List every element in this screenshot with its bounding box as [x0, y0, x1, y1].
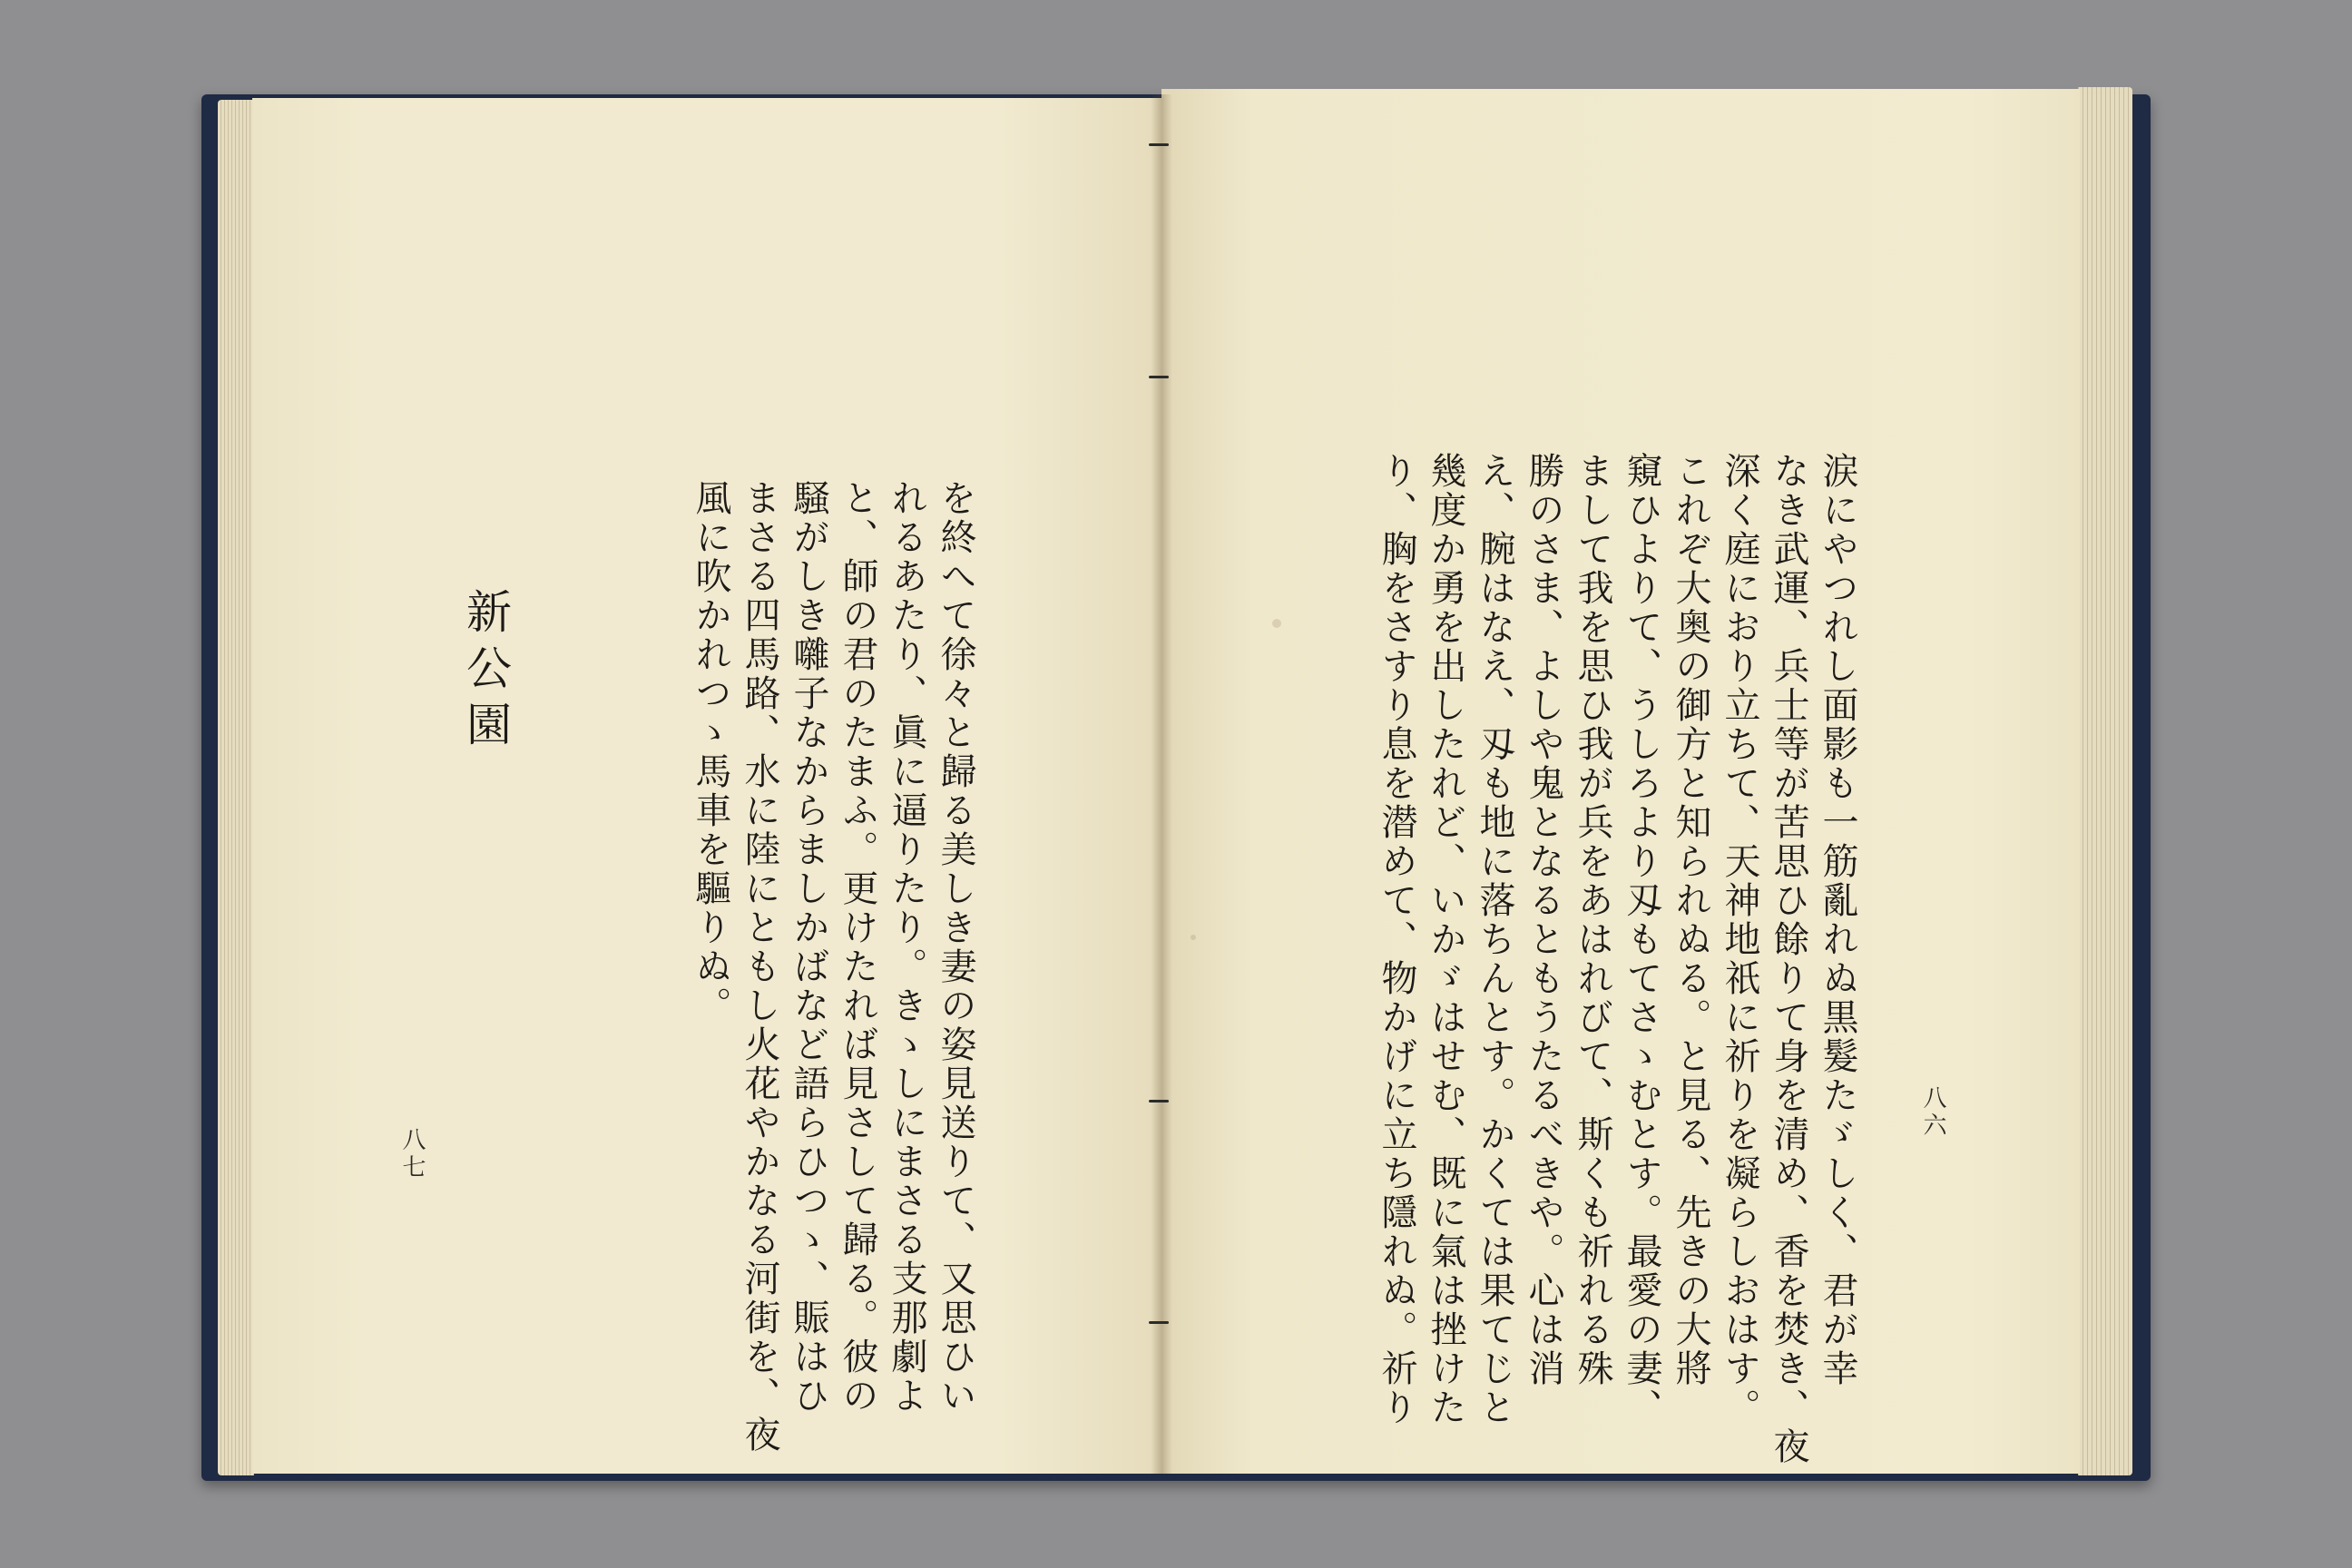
paper-spot — [1191, 935, 1196, 940]
text-line: 騒がしき囃子なからましかばなど語らひつゝ、賑はひ — [788, 479, 829, 1416]
text-line: 深く庭におり立ちて、天神地祇に祈りを凝らしおはす。 — [1719, 452, 1760, 1427]
text-line: れるあたり、眞に逼りたり。きゝしにまさる支那劇よ — [886, 479, 927, 1416]
page-stack-right — [2078, 87, 2132, 1475]
text-line: 幾度か勇を出したれど、いかゞはせむ、既に氣は挫けた — [1425, 452, 1466, 1427]
section-title: 新公園 — [459, 588, 512, 757]
page-stack-left — [218, 100, 254, 1475]
text-line: 窺ひよりて、うしろより刄もてさゝむとす。最愛の妻、 — [1621, 452, 1662, 1427]
text-line: え、腕はなえ、刄も地に落ちんとす。かくては果てじと — [1474, 452, 1515, 1427]
binding-stitch — [1149, 1321, 1169, 1324]
text-line: これぞ大奥の御方と知られぬる。と見る、先きの大將 — [1670, 452, 1711, 1388]
binding-stitch — [1149, 143, 1169, 146]
paper-spot — [1272, 619, 1281, 628]
page-number-right: 八六 — [1919, 1085, 1946, 1140]
binding-stitch — [1149, 376, 1169, 378]
page-number-left: 八七 — [398, 1127, 426, 1181]
binding-stitch — [1149, 1100, 1169, 1102]
text-line: まさる四馬路、水に陸にともし火花やかなる河街を、夜 — [739, 479, 780, 1455]
book-gutter — [1151, 94, 1172, 1474]
left-page-text — [653, 479, 980, 1455]
text-line: 勝のさま、よしや鬼となるともうたるべきや。心は消 — [1523, 452, 1564, 1388]
text-line: と、師の君のたまふ。更けたれば見さして歸る。彼の — [837, 479, 878, 1416]
text-line: まして我を思ひ我が兵をあはれびて、斯くも祈れる殊 — [1572, 452, 1613, 1388]
text-line: 風に吹かれつゝ馬車を驅りぬ。 — [690, 479, 731, 1025]
right-page-text — [1318, 452, 1862, 1466]
text-line: り、胸をさすり息を潜めて、物かげに立ち隱れぬ。祈り — [1376, 452, 1417, 1427]
text-line: なき武運、兵士等が苦思ひ餘りて身を清め、香を焚き、夜 — [1768, 452, 1809, 1466]
text-line: を終へて徐々と歸る美しき妻の姿見送りて、又思ひい — [935, 479, 976, 1416]
text-line: 涙にやつれし面影も一筋亂れぬ黒髮たゞしく、君が幸 — [1817, 452, 1858, 1388]
